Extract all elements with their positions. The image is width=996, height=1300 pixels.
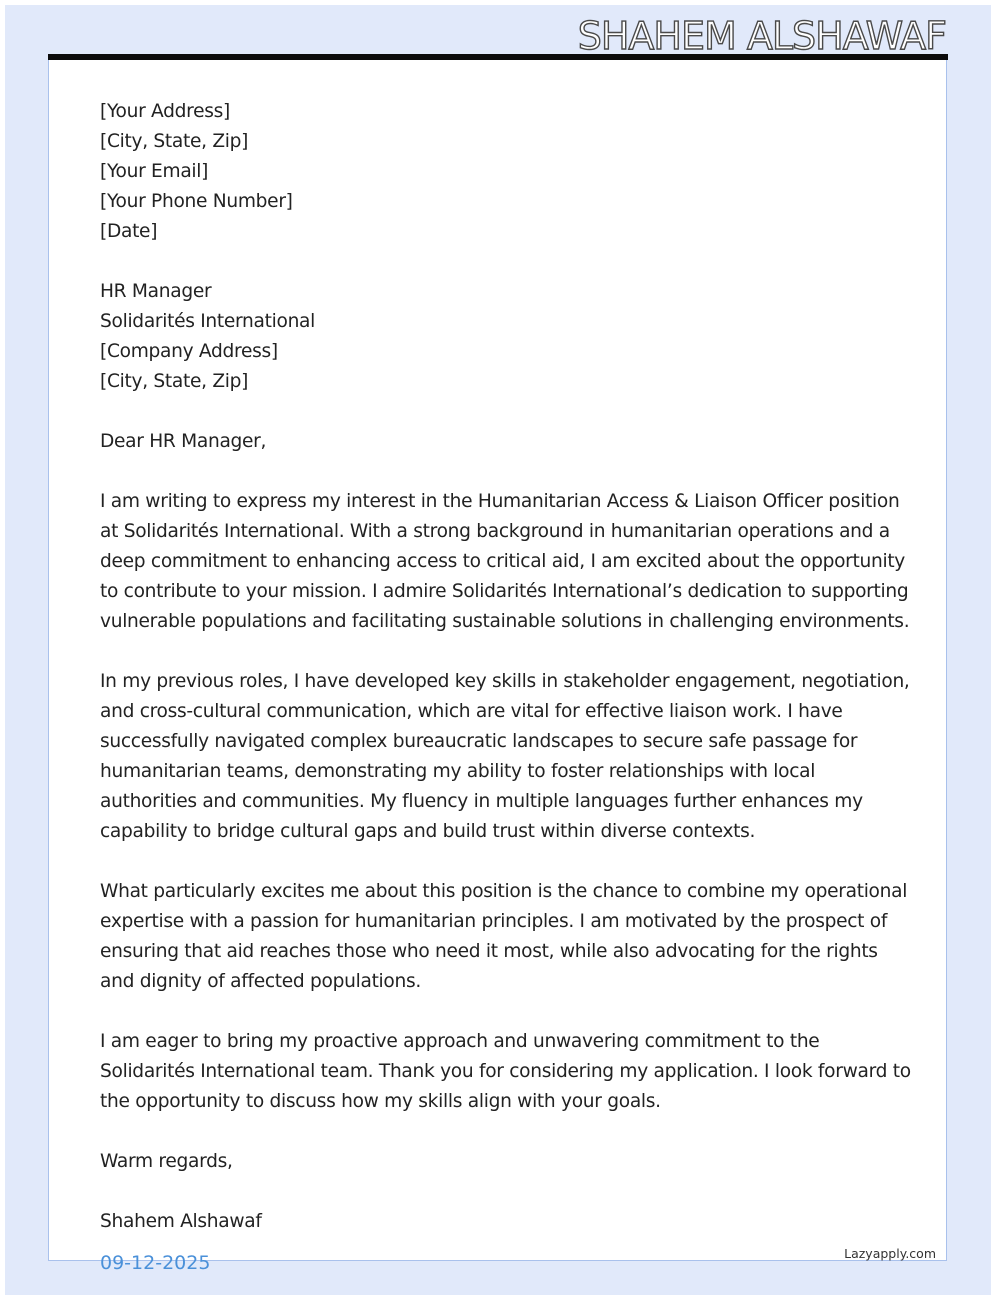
paragraph-2 [100, 667, 910, 847]
paragraph-line: In my previous roles, I have developed key skills in stakeholder engagement, negotiation, [100, 671, 910, 692]
paragraph-line: deep commitment to enhancing access to critical aid, I am excited about the opportunity [100, 551, 906, 572]
paragraph-4 [100, 1027, 911, 1117]
paragraph-line: I am eager to bring my proactive approach and unwavering commitment to the [100, 1031, 820, 1052]
letter-body [100, 97, 911, 1267]
paragraph-line: and dignity of affected populations. [100, 971, 421, 992]
paragraph-line: at Solidarités International. With a strong background in humanitarian operations and a [100, 521, 890, 542]
recipient-city: [City, State, Zip] [100, 371, 249, 392]
paragraph-line: to contribute to your mission. I admire Solidarités International’s dedication to supporting [100, 581, 909, 602]
recipient-company: Solidarités International [100, 311, 316, 332]
footer-date: 09-12-2025 [100, 1252, 211, 1274]
sender-address: [Your Address] [100, 101, 230, 122]
paragraph-1 [100, 487, 910, 637]
paragraph-line: Solidarités International team. Thank you for considering my application. I look forward to [100, 1061, 911, 1082]
paragraph-line: capability to bridge cultural gaps and build trust within diverse contexts. [100, 821, 756, 842]
paragraph-line: expertise with a passion for humanitarian principles. I am motivated by the prospect of [100, 911, 888, 932]
signature [100, 1207, 900, 1237]
paragraph-line: humanitarian teams, demonstrating my ability to foster relationships with local [100, 761, 816, 782]
recipient-title: HR Manager [100, 281, 212, 302]
salutation-text: Dear HR Manager, [100, 431, 267, 452]
sender-address-block [100, 97, 900, 247]
paragraph-line: successfully navigated complex bureaucratic landscapes to secure safe passage for [100, 731, 858, 752]
paragraph-line: authorities and communities. My fluency in multiple languages further enhances my [100, 791, 863, 812]
paragraph-3 [100, 877, 908, 997]
recipient-address: [Company Address] [100, 341, 278, 362]
sender-date: [Date] [100, 221, 158, 242]
sender-phone: [Your Phone Number] [100, 191, 293, 212]
closing-text: Warm regards, [100, 1151, 233, 1172]
footer-brand: Lazyapply.com [844, 1246, 936, 1261]
paragraph-line: and cross-cultural communication, which are vital for effective liaison work. I have [100, 701, 843, 722]
paragraph-line: I am writing to express my interest in the Humanitarian Access & Liaison Officer position [100, 491, 900, 512]
applicant-name-heading: SHAHEM ALSHAWAF [577, 14, 946, 58]
sender-email: [Your Email] [100, 161, 209, 182]
sender-city: [City, State, Zip] [100, 131, 249, 152]
signature-name: Shahem Alshawaf [100, 1211, 262, 1232]
paragraph-line: vulnerable populations and facilitating sustainable solutions in challenging environments. [100, 611, 910, 632]
paragraph-line: What particularly excites me about this position is the chance to combine my operational [100, 881, 908, 902]
recipient-address-block [100, 277, 900, 397]
closing [100, 1147, 900, 1177]
paragraph-line: ensuring that aid reaches those who need it most, while also advocating for the rights [100, 941, 878, 962]
salutation [100, 427, 900, 457]
paragraph-line: the opportunity to discuss how my skills align with your goals. [100, 1091, 661, 1112]
